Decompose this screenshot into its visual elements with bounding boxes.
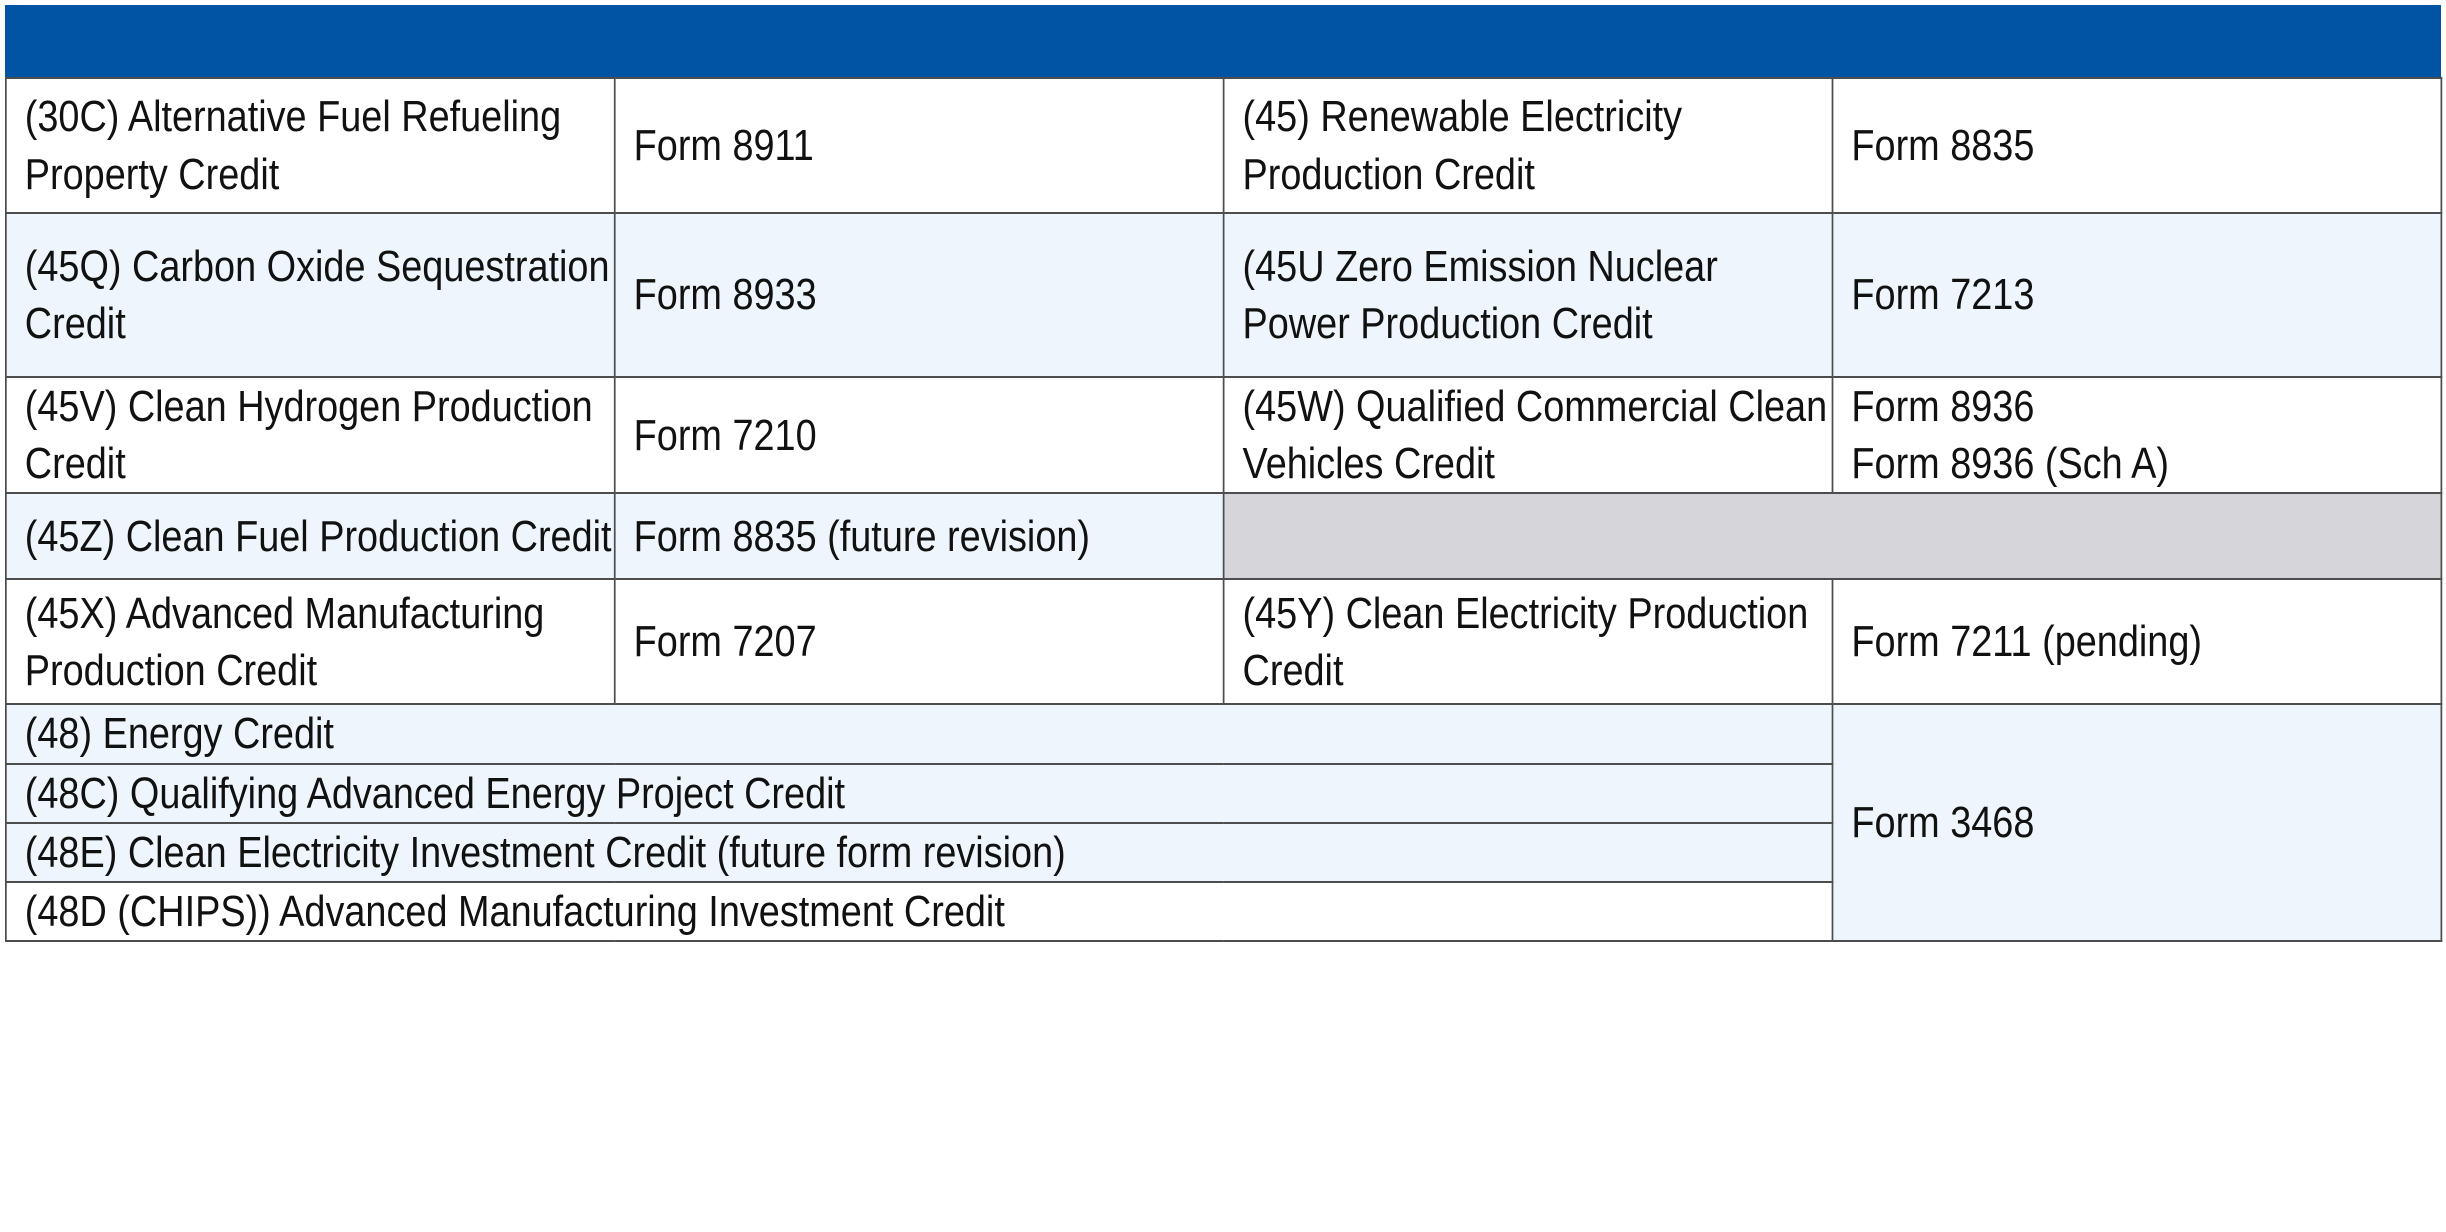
table-row (6, 377, 2442, 493)
form-cell-multi (1833, 377, 2442, 493)
credit-cell: (45Y) Clean Electricity Production Credit (1224, 579, 1833, 704)
investment-row (6, 704, 2442, 763)
credit-cell: (45Q) Carbon Oxide Sequestration Credit (6, 213, 615, 377)
credits-table-wrapper (5, 5, 2441, 1227)
form-cell: Form 8933 (615, 213, 1224, 377)
form-cell: Form 8835 (future revision) (615, 493, 1224, 579)
form-cell: Form 8835 (1833, 78, 2442, 213)
credit-cell: (45Z) Clean Fuel Production Credit (6, 493, 615, 579)
credit-cell: (45V) Clean Hydrogen Production Credit (6, 377, 615, 493)
form-cell: Form 7207 (615, 579, 1224, 704)
investment-credit-cell: (48D (CHIPS)) Advanced Manufacturing Investment Credit (6, 882, 1833, 941)
table-row (6, 78, 2442, 213)
credit-cell: (30C) Alternative Fuel Refueling Property Credit (6, 78, 615, 213)
form-cell: Form 7210 (615, 377, 1224, 493)
form-cell: Form 7211 (pending) (1833, 579, 2442, 704)
investment-form-cell: Form 3468 (1833, 704, 2442, 941)
table-row (6, 213, 2442, 377)
credit-cell: (45U Zero Emission Nuclear Power Production Credit (1224, 213, 1833, 377)
form-cell: Form 7213 (1833, 213, 2442, 377)
table-row (6, 493, 2442, 579)
investment-credit-cell: (48E) Clean Electricity Investment Credit (future form revision) (6, 823, 1833, 882)
credit-cell: (45X) Advanced Manufacturing Production Credit (6, 579, 615, 704)
form-cell: Form 8911 (615, 78, 1224, 213)
table-row (6, 579, 2442, 704)
table-header-bar (5, 5, 2441, 77)
credit-cell: (45W) Qualified Commercial Clean Vehicles Credit (1224, 377, 1833, 493)
investment-credit-cell: (48) Energy Credit (6, 704, 1833, 763)
investment-credit-cell: (48C) Qualifying Advanced Energy Project Credit (6, 764, 1833, 823)
credit-cell: (45) Renewable Electricity Production Credit (1224, 78, 1833, 213)
credits-table (5, 77, 2442, 942)
empty-cell (1224, 493, 2442, 579)
form-line: Form 8936 (1851, 382, 2035, 431)
form-line: Form 8936 (Sch A) (1851, 439, 2169, 489)
